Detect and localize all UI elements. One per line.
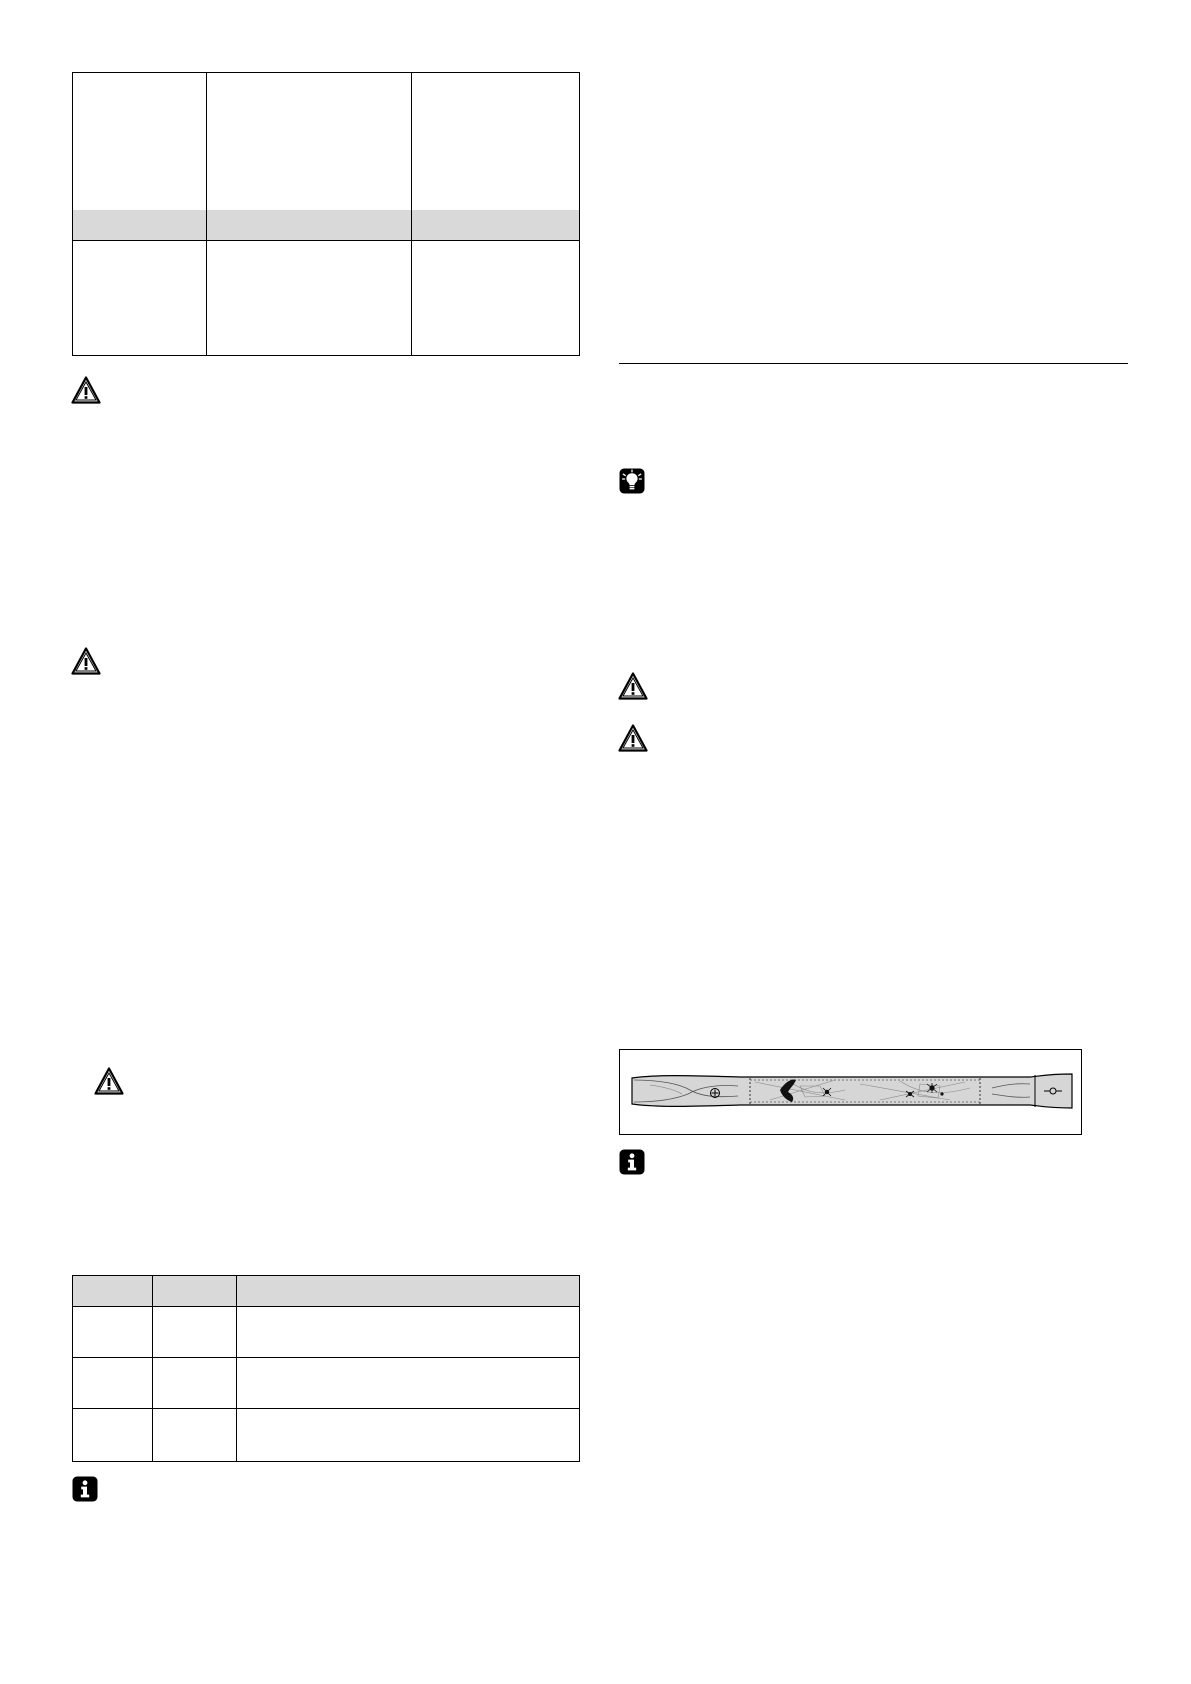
table-cell bbox=[73, 210, 207, 240]
section-divider bbox=[619, 363, 1128, 364]
table-cell bbox=[412, 73, 579, 210]
table-cell bbox=[73, 240, 207, 355]
warning-triangle-icon bbox=[71, 376, 101, 404]
table-cell bbox=[207, 240, 412, 355]
table-cell bbox=[73, 1358, 153, 1408]
table-cell bbox=[73, 1409, 153, 1461]
info-icon bbox=[72, 1476, 98, 1502]
table-row-shaded bbox=[73, 210, 579, 241]
table-cell bbox=[73, 73, 207, 210]
table-cell bbox=[412, 240, 579, 355]
lightbulb-icon bbox=[619, 468, 645, 494]
table-cell bbox=[237, 1358, 579, 1408]
table-row bbox=[73, 1307, 579, 1358]
table-cell bbox=[207, 73, 412, 210]
table-header-cell bbox=[153, 1276, 237, 1306]
insect-trap-figure bbox=[619, 1049, 1082, 1135]
settings-table bbox=[72, 1275, 580, 1462]
table-cell bbox=[237, 1307, 579, 1357]
table-header-cell bbox=[73, 1276, 153, 1306]
table-row bbox=[73, 1409, 579, 1461]
warning-triangle-icon bbox=[618, 724, 648, 752]
table-row bbox=[73, 1358, 579, 1409]
warning-triangle-icon bbox=[94, 1067, 124, 1095]
insect-trap-strip-illustration bbox=[620, 1050, 1080, 1133]
table-header-cell bbox=[237, 1276, 579, 1306]
table-header-row bbox=[73, 1276, 579, 1307]
table-cell bbox=[412, 210, 579, 240]
specification-table bbox=[72, 72, 580, 356]
warning-triangle-icon bbox=[618, 672, 648, 700]
table-row bbox=[73, 240, 579, 355]
table-row bbox=[73, 73, 579, 211]
table-cell bbox=[237, 1409, 579, 1461]
table-cell bbox=[153, 1307, 237, 1357]
table-cell bbox=[73, 1307, 153, 1357]
info-icon bbox=[619, 1149, 645, 1175]
table-cell bbox=[207, 210, 412, 240]
table-cell bbox=[153, 1358, 237, 1408]
warning-triangle-icon bbox=[71, 647, 101, 675]
table-cell bbox=[153, 1409, 237, 1461]
